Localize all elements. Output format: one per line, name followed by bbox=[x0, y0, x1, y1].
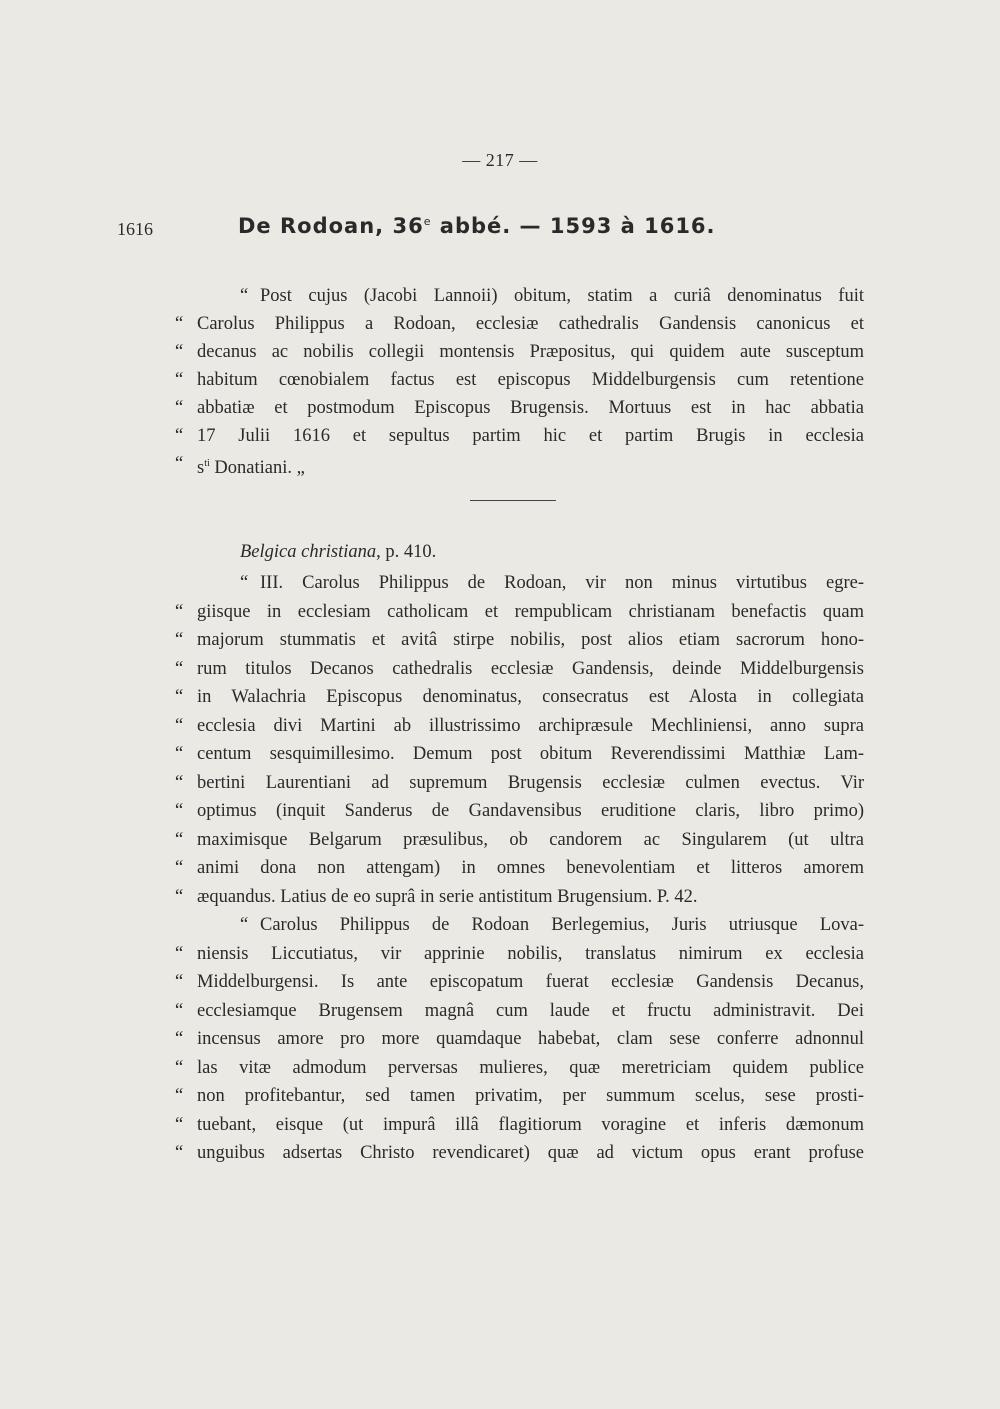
quote-mark: “ bbox=[175, 1114, 184, 1135]
text-line bbox=[175, 740, 864, 768]
text-line bbox=[175, 598, 864, 626]
quote-mark: “ bbox=[175, 829, 184, 850]
heading-rest: abbé. — 1593 à 1616. bbox=[431, 214, 716, 238]
quote-mark: “ bbox=[175, 601, 184, 622]
text-line bbox=[175, 826, 864, 854]
text-line bbox=[175, 1111, 864, 1139]
quote-mark: “ bbox=[175, 744, 184, 764]
text-line bbox=[175, 997, 864, 1025]
line-text: optimus (inquit Sanderus de Gandavensibus eruditione claris, libro primo) bbox=[197, 801, 864, 821]
line-text: niensis Liccutiatus, vir apprinie nobilis, translatus nimirum ex ecclesia bbox=[197, 943, 864, 964]
line-text: giisque in ecclesiam catholicam et rempublicam christianam benefactis quam bbox=[197, 601, 864, 622]
quote-mark: “ bbox=[175, 943, 184, 964]
text-line bbox=[240, 911, 864, 939]
quote-mark: “ bbox=[175, 886, 184, 907]
line-text: animi dona non attengam) in omnes benevolentiam et litteros amorem bbox=[197, 858, 864, 878]
text-line bbox=[175, 366, 864, 394]
quote-mark: “ bbox=[175, 658, 184, 679]
text-line bbox=[175, 338, 864, 366]
line-text: habitum cœnobialem factus est episcopus Middelburgensis cum retentione bbox=[197, 370, 864, 390]
text-line bbox=[175, 854, 864, 882]
quote-mark: “ bbox=[175, 342, 184, 362]
text-line bbox=[175, 769, 864, 797]
quote-mark: “ bbox=[175, 1000, 184, 1021]
quote-mark: “ bbox=[175, 398, 184, 418]
heading-main: De Rodoan, 36 bbox=[238, 214, 424, 238]
text-line bbox=[175, 422, 864, 450]
superscript-abbrev: ti bbox=[204, 458, 210, 469]
line-text: Middelburgensi. Is ante episcopatum fuerat ecclesiæ Gandensis Decanus, bbox=[197, 972, 864, 992]
quote-mark: “ bbox=[175, 454, 184, 474]
quote-mark: “ bbox=[175, 314, 184, 334]
line-text: ecclesiamque Brugensem magnâ cum laude et fructu administravit. Dei bbox=[197, 1000, 864, 1021]
line-text: ecclesia divi Martini ab illustrissimo archipræsule Mechliniensi, anno supra bbox=[197, 715, 864, 736]
margin-year: 1616 bbox=[117, 219, 153, 239]
line-text-end: Donatiani. „ bbox=[209, 458, 305, 479]
text-line bbox=[175, 797, 864, 825]
quote-mark: “ bbox=[175, 772, 184, 793]
text-line bbox=[240, 569, 864, 597]
line-text: unguibus adsertas Christo revendicaret) quæ ad victum opus erant profuse bbox=[197, 1143, 864, 1163]
quote-mark: “ bbox=[240, 286, 249, 306]
text-line bbox=[175, 1082, 864, 1110]
line-text: abbatiæ et postmodum Episcopus Brugensis. Mortuus est in hac abbatia bbox=[197, 398, 864, 418]
line-text: maximisque Belgarum præsulibus, ob candorem ac Singularem (ut ultra bbox=[197, 829, 864, 850]
quote-mark: “ bbox=[240, 573, 249, 593]
text-line bbox=[240, 282, 864, 310]
page-number: — 217 — bbox=[462, 150, 538, 170]
text-line bbox=[175, 1025, 864, 1053]
quote-mark: “ bbox=[175, 858, 184, 878]
citation bbox=[240, 542, 436, 563]
citation-title: Belgica christiana bbox=[240, 542, 377, 562]
text-line bbox=[175, 394, 864, 422]
line-text: majorum stummatis et avitâ stirpe nobilis, post alios etiam sacrorum hono- bbox=[197, 630, 864, 650]
quote-mark: “ bbox=[175, 715, 184, 736]
text-line bbox=[175, 655, 864, 683]
text-line bbox=[175, 1054, 864, 1082]
quote-mark: “ bbox=[175, 687, 184, 707]
quote-mark: “ bbox=[175, 630, 184, 650]
quote-mark: “ bbox=[175, 1143, 184, 1163]
text-line bbox=[175, 968, 864, 996]
line-text: incensus amore pro more quamdaque habebat, clam sese conferre adnonnul bbox=[197, 1029, 864, 1049]
quote-mark: “ bbox=[175, 1029, 184, 1049]
text-line bbox=[175, 683, 864, 711]
text-line bbox=[175, 310, 864, 338]
line-text: decanus ac nobilis collegii montensis Præpositus, qui quidem aute susceptum bbox=[197, 342, 864, 362]
line-text: bertini Laurentiani ad supremum Brugensis ecclesiæ culmen evectus. Vir bbox=[197, 772, 864, 793]
line-text bbox=[197, 450, 305, 482]
line-text: 17 Julii 1616 et sepultus partim hic et partim Brugis in ecclesia bbox=[197, 426, 864, 446]
line-text: æquandus. Latius de eo suprâ in serie antistitum Brugensium. P. 42. bbox=[197, 886, 698, 907]
line-text: III. Carolus Philippus de Rodoan, vir non minus virtutibus egre- bbox=[260, 573, 864, 593]
line-text: las vitæ admodum perversas mulieres, quæ meretriciam quidem publice bbox=[197, 1057, 864, 1078]
quote-mark: “ bbox=[175, 801, 184, 821]
line-text: non profitebantur, sed tamen privatim, per summum scelus, sese prosti- bbox=[197, 1086, 864, 1106]
line-text-start: s bbox=[197, 458, 205, 479]
line-text: Carolus Philippus a Rodoan, ecclesiæ cathedralis Gandensis canonicus et bbox=[197, 314, 864, 334]
section-divider bbox=[470, 500, 556, 501]
quote-mark: “ bbox=[240, 915, 249, 935]
line-text: centum sesquimillesimo. Demum post obitum Reverendissimi Matthiæ Lam- bbox=[197, 744, 864, 764]
quote-mark: “ bbox=[175, 972, 184, 992]
text-line bbox=[175, 883, 864, 911]
citation-page: , p. 410. bbox=[376, 542, 437, 562]
quote-mark: “ bbox=[175, 370, 184, 390]
quote-mark: “ bbox=[175, 426, 184, 446]
line-text: rum titulos Decanos cathedralis ecclesiæ Gandensis, deinde Middelburgensis bbox=[197, 658, 864, 679]
line-text: Post cujus (Jacobi Lannoii) obitum, statim a curiâ denominatus fuit bbox=[260, 286, 864, 306]
quote-mark: “ bbox=[175, 1057, 184, 1078]
line-text: tuebant, eisque (ut impurâ illâ flagitiorum voragine et inferis dæmonum bbox=[197, 1114, 864, 1135]
line-text: in Walachria Episcopus denominatus, consecratus est Alosta in collegiata bbox=[197, 687, 864, 707]
text-line bbox=[175, 1139, 864, 1167]
quote-mark: “ bbox=[175, 1086, 184, 1106]
heading-superscript: e bbox=[423, 215, 432, 228]
line-text: Carolus Philippus de Rodoan Berlegemius, Juris utriusque Lova- bbox=[260, 915, 864, 935]
section-heading bbox=[238, 214, 716, 238]
text-line bbox=[175, 626, 864, 654]
text-line bbox=[175, 450, 864, 478]
text-line bbox=[175, 940, 864, 968]
text-line bbox=[175, 712, 864, 740]
